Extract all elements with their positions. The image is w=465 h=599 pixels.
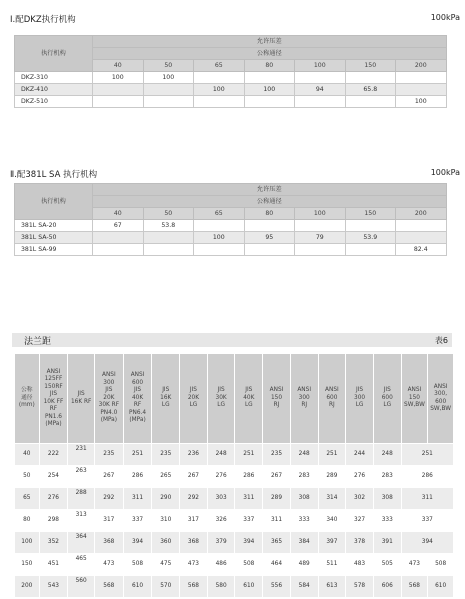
table-row xyxy=(15,96,447,108)
table-cell: 365 xyxy=(263,532,291,554)
table-cell: 53.8 xyxy=(143,220,194,232)
table-cell: 100 xyxy=(194,232,245,244)
column-header: 200 xyxy=(396,60,447,72)
flange-column-header: ANSI 125FF 150RF JIS 10K FF RF PN1.6 (MPa) xyxy=(39,354,68,444)
table-cell-value: 263 xyxy=(75,467,87,474)
table-cell: 267 xyxy=(180,466,208,488)
table-row xyxy=(15,220,447,232)
column-header: 65 xyxy=(194,60,245,72)
table-cell: 317 xyxy=(94,510,123,532)
table-cell: 570 xyxy=(152,576,180,598)
flange-column-header: JIS 20K LG xyxy=(180,354,208,444)
flange-table xyxy=(14,353,454,598)
table-cell xyxy=(194,244,245,256)
table-cell xyxy=(244,96,295,108)
table-cell: 235 xyxy=(263,444,291,466)
table-cell: 40 xyxy=(15,444,40,466)
table-cell: 283 xyxy=(290,466,318,488)
table-cell: 265 xyxy=(152,466,180,488)
table-cell: 267 xyxy=(263,466,291,488)
table-cell: 511 xyxy=(318,554,346,576)
table-cell: 378 xyxy=(346,532,374,554)
table-cell: 397 xyxy=(318,532,346,554)
table-cell: 384 xyxy=(290,532,318,554)
table-cell xyxy=(93,232,144,244)
table-cell: 244 xyxy=(346,444,374,466)
table-row xyxy=(15,488,454,510)
table-cell xyxy=(68,554,95,576)
table-cell: 394 xyxy=(123,532,152,554)
table-cell: 50 xyxy=(15,466,40,488)
table-cell: 290 xyxy=(152,488,180,510)
row-label: DKZ-510 xyxy=(15,96,93,108)
flange-column-header: ANSI 150 RJ xyxy=(263,354,291,444)
section-2-table xyxy=(14,183,447,256)
flange-column-header: ANSI 600 JIS 40K RF PN6.4 (MPa) xyxy=(123,354,152,444)
table-cell: 584 xyxy=(290,576,318,598)
table-cell: 379 xyxy=(207,532,235,554)
flange-column-header: JIS 16K RF xyxy=(68,354,95,444)
table-cell: 308 xyxy=(290,488,318,510)
table-cell: 65 xyxy=(15,488,40,510)
flange-column-header: ANSI 300 JIS 20K 30K RF PN4.0 (MPa) xyxy=(94,354,123,444)
table-cell: 333 xyxy=(290,510,318,532)
table-cell xyxy=(396,232,447,244)
section-2-unit: 100kPa xyxy=(430,168,460,177)
table-cell xyxy=(68,488,95,510)
table-cell xyxy=(396,84,447,96)
flange-column-header: ANSI 300, 600 SW,BW xyxy=(428,354,454,444)
actuator-header: 执行机构 xyxy=(15,36,93,72)
table-cell: 337 xyxy=(401,510,453,532)
table-cell-value: 231 xyxy=(75,445,87,452)
table-cell: 251 xyxy=(235,444,263,466)
column-header: 80 xyxy=(244,208,295,220)
header-row xyxy=(15,36,447,48)
table-cell: 337 xyxy=(235,510,263,532)
table-cell: 100 xyxy=(396,96,447,108)
table-cell: 80 xyxy=(15,510,40,532)
nominal-diameter-header: 公称通径 xyxy=(93,48,447,60)
table-cell-value: 288 xyxy=(75,489,87,496)
flange-column-header: 公称 通径 (mm) xyxy=(15,354,40,444)
table-cell xyxy=(68,532,95,554)
table-cell: 473 xyxy=(94,554,123,576)
table-cell: 613 xyxy=(318,576,346,598)
table-cell: 394 xyxy=(401,532,453,554)
section-2-title: Ⅱ.配381L SA 执行机构 xyxy=(10,170,98,180)
table-cell: 556 xyxy=(263,576,291,598)
table-cell xyxy=(345,244,396,256)
table-row xyxy=(15,232,447,244)
table-cell: 289 xyxy=(318,466,346,488)
table-cell: 302 xyxy=(346,488,374,510)
table-cell: 248 xyxy=(373,444,401,466)
flange-column-header: ANSI 600 RJ xyxy=(318,354,346,444)
flange-table-number: 表6 xyxy=(434,336,448,345)
table-cell: 303 xyxy=(207,488,235,510)
table-cell: 286 xyxy=(123,466,152,488)
column-header: 100 xyxy=(295,208,346,220)
table-cell xyxy=(244,220,295,232)
table-cell: 610 xyxy=(235,576,263,598)
flange-title: 法兰距 xyxy=(24,337,52,347)
table-row xyxy=(15,84,447,96)
table-cell xyxy=(244,244,295,256)
table-cell: 100 xyxy=(93,72,144,84)
table-cell xyxy=(143,232,194,244)
table-cell: 473 xyxy=(180,554,208,576)
table-cell: 333 xyxy=(373,510,401,532)
table-cell: 251 xyxy=(318,444,346,466)
table-cell: 326 xyxy=(207,510,235,532)
table-cell: 100 xyxy=(194,84,245,96)
table-cell: 289 xyxy=(263,488,291,510)
table-row xyxy=(15,576,454,598)
table-cell: 368 xyxy=(180,532,208,554)
flange-column-header: ANSI 150 SW,BW xyxy=(401,354,428,444)
table-cell xyxy=(143,244,194,256)
column-header: 65 xyxy=(194,208,245,220)
table-cell: 251 xyxy=(123,444,152,466)
section-1-title: Ⅰ.配DKZ执行机构 xyxy=(10,15,76,25)
table-cell xyxy=(194,220,245,232)
column-header: 200 xyxy=(396,208,447,220)
table-cell: 251 xyxy=(401,444,453,466)
table-cell: 610 xyxy=(428,576,454,598)
table-cell-value: 364 xyxy=(75,533,87,540)
actuator-header: 执行机构 xyxy=(15,184,93,220)
table-cell: 311 xyxy=(401,488,453,510)
table-row xyxy=(15,444,454,466)
table-cell: 543 xyxy=(39,576,68,598)
table-cell xyxy=(295,244,346,256)
column-header: 40 xyxy=(93,208,144,220)
nominal-diameter-header: 公称通径 xyxy=(93,196,447,208)
table-cell: 222 xyxy=(39,444,68,466)
row-label: 381L SA-99 xyxy=(15,244,93,256)
table-cell: 94 xyxy=(295,84,346,96)
column-header: 80 xyxy=(244,60,295,72)
table-cell: 254 xyxy=(39,466,68,488)
table-cell: 464 xyxy=(263,554,291,576)
flange-column-header: JIS 16K LG xyxy=(152,354,180,444)
table-cell xyxy=(93,244,144,256)
table-cell: 394 xyxy=(235,532,263,554)
table-cell: 310 xyxy=(152,510,180,532)
table-cell: 100 xyxy=(15,532,40,554)
table-cell: 580 xyxy=(207,576,235,598)
table-row xyxy=(15,466,454,488)
flange-column-header: JIS 600 LG xyxy=(373,354,401,444)
section-2-header xyxy=(10,168,460,182)
table-cell: 337 xyxy=(123,510,152,532)
table-cell: 286 xyxy=(235,466,263,488)
row-label: 381L SA-50 xyxy=(15,232,93,244)
table-cell: 235 xyxy=(152,444,180,466)
table-cell xyxy=(295,72,346,84)
flange-banner xyxy=(12,333,452,347)
table-cell xyxy=(143,96,194,108)
table-cell: 267 xyxy=(94,466,123,488)
table-cell: 67 xyxy=(93,220,144,232)
table-row xyxy=(15,532,454,554)
table-cell xyxy=(194,72,245,84)
table-cell: 505 xyxy=(373,554,401,576)
table-cell xyxy=(68,510,95,532)
table-cell: 82.4 xyxy=(396,244,447,256)
table-cell xyxy=(244,72,295,84)
table-cell xyxy=(345,72,396,84)
table-cell xyxy=(68,576,95,598)
table-cell: 352 xyxy=(39,532,68,554)
table-cell: 100 xyxy=(244,84,295,96)
table-cell: 473 xyxy=(401,554,428,576)
table-cell: 508 xyxy=(428,554,454,576)
table-cell: 53.9 xyxy=(345,232,396,244)
table-cell-value: 313 xyxy=(75,511,87,518)
column-header: 50 xyxy=(143,208,194,220)
table-cell: 311 xyxy=(123,488,152,510)
column-header: 50 xyxy=(143,60,194,72)
column-header: 100 xyxy=(295,60,346,72)
section-1-header xyxy=(10,13,460,27)
table-cell: 568 xyxy=(401,576,428,598)
table-cell xyxy=(93,84,144,96)
table-cell: 308 xyxy=(373,488,401,510)
table-cell xyxy=(93,96,144,108)
table-cell: 360 xyxy=(152,532,180,554)
table-cell: 391 xyxy=(373,532,401,554)
flange-header-row xyxy=(15,354,454,444)
table-cell: 65.8 xyxy=(345,84,396,96)
table-cell-value: 465 xyxy=(75,555,87,562)
table-cell xyxy=(194,96,245,108)
table-cell: 368 xyxy=(94,532,123,554)
row-label: DKZ-410 xyxy=(15,84,93,96)
table-cell: 311 xyxy=(235,488,263,510)
table-cell xyxy=(143,84,194,96)
table-cell xyxy=(396,220,447,232)
table-cell xyxy=(396,72,447,84)
table-cell: 235 xyxy=(94,444,123,466)
table-cell xyxy=(295,220,346,232)
table-cell: 606 xyxy=(373,576,401,598)
table-cell: 508 xyxy=(235,554,263,576)
header-row xyxy=(15,184,447,196)
table-cell: 292 xyxy=(94,488,123,510)
table-cell: 311 xyxy=(263,510,291,532)
table-row xyxy=(15,244,447,256)
table-cell xyxy=(68,444,95,466)
table-cell: 298 xyxy=(39,510,68,532)
table-cell: 610 xyxy=(123,576,152,598)
table-cell: 489 xyxy=(290,554,318,576)
table-cell: 568 xyxy=(94,576,123,598)
table-cell-value: 560 xyxy=(75,577,87,584)
table-cell: 317 xyxy=(180,510,208,532)
row-label: DKZ-310 xyxy=(15,72,93,84)
pressure-diff-header: 允许压差 xyxy=(93,184,447,196)
section-1-table xyxy=(14,35,447,108)
table-cell: 100 xyxy=(143,72,194,84)
table-cell: 508 xyxy=(123,554,152,576)
table-cell: 236 xyxy=(180,444,208,466)
table-row xyxy=(15,510,454,532)
table-cell: 568 xyxy=(180,576,208,598)
table-cell: 150 xyxy=(15,554,40,576)
table-cell: 486 xyxy=(207,554,235,576)
section-1-unit: 100kPa xyxy=(430,13,460,22)
table-row xyxy=(15,554,454,576)
table-cell xyxy=(68,466,95,488)
table-cell: 340 xyxy=(318,510,346,532)
table-cell: 200 xyxy=(15,576,40,598)
pressure-diff-header: 允许压差 xyxy=(93,36,447,48)
column-header: 150 xyxy=(345,60,396,72)
table-cell: 276 xyxy=(207,466,235,488)
table-cell: 95 xyxy=(244,232,295,244)
flange-column-header: JIS 30K LG xyxy=(207,354,235,444)
table-cell xyxy=(345,220,396,232)
flange-column-header: ANSI 300 RJ xyxy=(290,354,318,444)
table-cell: 483 xyxy=(346,554,374,576)
table-cell: 248 xyxy=(290,444,318,466)
table-cell: 314 xyxy=(318,488,346,510)
table-cell: 248 xyxy=(207,444,235,466)
column-header: 150 xyxy=(345,208,396,220)
table-cell: 283 xyxy=(373,466,401,488)
table-cell: 276 xyxy=(346,466,374,488)
table-cell: 475 xyxy=(152,554,180,576)
table-cell: 327 xyxy=(346,510,374,532)
table-cell: 292 xyxy=(180,488,208,510)
table-row xyxy=(15,72,447,84)
table-cell: 276 xyxy=(39,488,68,510)
row-label: 381L SA-20 xyxy=(15,220,93,232)
table-cell: 451 xyxy=(39,554,68,576)
table-cell xyxy=(345,96,396,108)
table-cell xyxy=(295,96,346,108)
table-cell: 578 xyxy=(346,576,374,598)
flange-column-header: JIS 40K LG xyxy=(235,354,263,444)
flange-column-header: JIS 300 LG xyxy=(346,354,374,444)
table-cell: 286 xyxy=(401,466,453,488)
column-header: 40 xyxy=(93,60,144,72)
table-cell: 79 xyxy=(295,232,346,244)
